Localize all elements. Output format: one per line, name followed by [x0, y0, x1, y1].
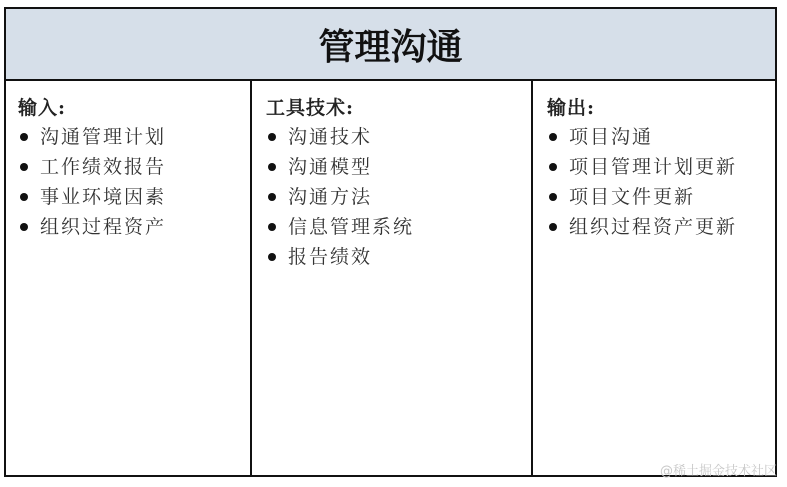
tools-list: [266, 122, 521, 272]
list-item: 事业环境因素: [18, 182, 240, 212]
list-item: 项目沟通: [547, 122, 765, 152]
tools-column: [254, 81, 533, 475]
list-item: 沟通技术: [266, 122, 521, 152]
bullet-icon: [549, 193, 557, 201]
bullet-icon: [20, 133, 28, 141]
list-item: 报告绩效: [266, 242, 521, 272]
bullet-icon: [549, 223, 557, 231]
list-item: 组织过程资产更新: [547, 212, 765, 242]
outputs-heading: 输出:: [547, 97, 596, 119]
list-item: 沟通方法: [266, 182, 521, 212]
outputs-list: [547, 122, 765, 242]
bullet-icon: [549, 133, 557, 141]
inputs-heading: 输入:: [18, 97, 67, 119]
bullet-icon: [20, 193, 28, 201]
inputs-column: [6, 81, 252, 475]
process-diagram: [4, 7, 777, 477]
diagram-title: 管理沟通: [6, 9, 775, 81]
outputs-column: [535, 81, 775, 475]
bullet-icon: [268, 133, 276, 141]
watermark: @稀土掘金技术社区: [659, 464, 777, 479]
bullet-icon: [268, 223, 276, 231]
list-item: 沟通模型: [266, 152, 521, 182]
inputs-list: [18, 122, 240, 242]
list-item: 工作绩效报告: [18, 152, 240, 182]
bullet-icon: [20, 223, 28, 231]
tools-heading: 工具技术:: [266, 97, 355, 119]
list-item: 项目管理计划更新: [547, 152, 765, 182]
bullet-icon: [549, 163, 557, 171]
list-item: 项目文件更新: [547, 182, 765, 212]
list-item: 组织过程资产: [18, 212, 240, 242]
bullet-icon: [268, 193, 276, 201]
bullet-icon: [268, 163, 276, 171]
bullet-icon: [20, 163, 28, 171]
list-item: 沟通管理计划: [18, 122, 240, 152]
bullet-icon: [268, 253, 276, 261]
list-item: 信息管理系统: [266, 212, 521, 242]
